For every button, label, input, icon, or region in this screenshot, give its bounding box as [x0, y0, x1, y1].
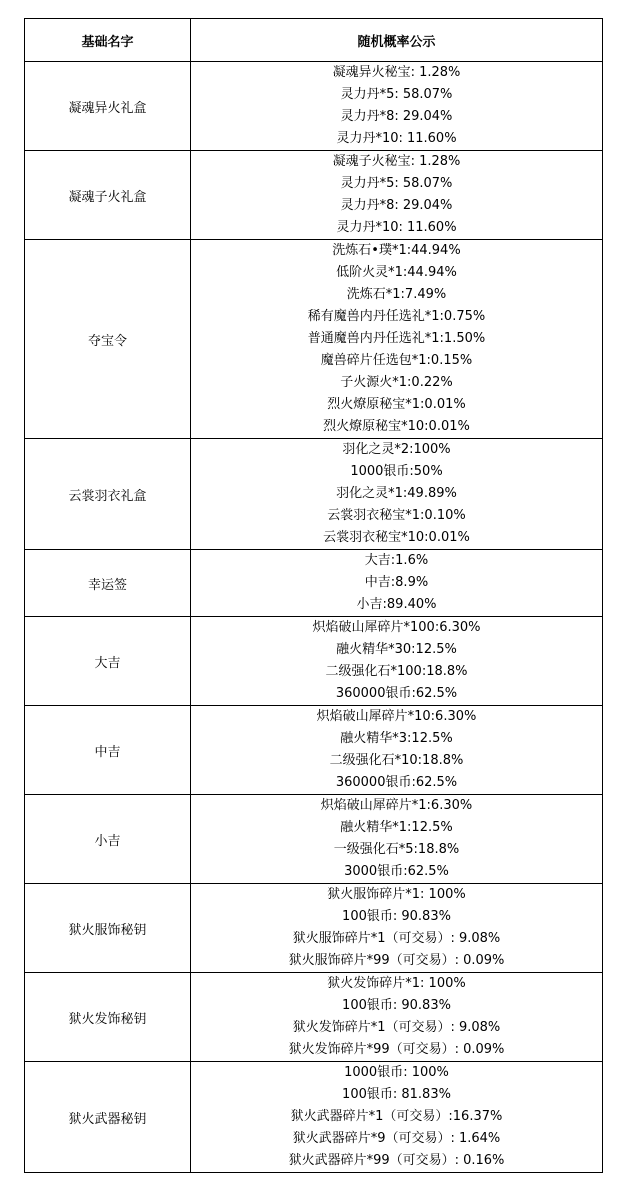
item-name-cell: 幸运签 [25, 550, 191, 617]
probability-line: 灵力丹*10: 11.60% [336, 220, 457, 235]
probability-cell [191, 884, 603, 973]
probability-line: 子火源火*1:0.22% [340, 375, 453, 390]
probability-line: 二级强化石*100:18.8% [325, 664, 468, 679]
table-header-row [25, 19, 603, 62]
probability-line: 1000银币: 100% [344, 1065, 449, 1080]
probability-line: 灵力丹*5: 58.07% [340, 176, 453, 191]
probability-line: 云裳羽衣秘宝*1:0.10% [327, 508, 466, 523]
probability-line: 狱火服饰碎片*1（可交易）: 9.08% [292, 931, 501, 946]
probability-line: 100银币: 90.83% [342, 998, 451, 1013]
probability-line: 炽焰破山犀碎片*100:6.30% [312, 620, 481, 635]
probability-line: 炽焰破山犀碎片*10:6.30% [316, 709, 477, 724]
probability-line: 360000银币:62.5% [335, 686, 458, 701]
probability-line: 中吉:8.9% [364, 575, 429, 590]
table-row [25, 151, 603, 240]
probability-line: 一级强化石*5:18.8% [333, 842, 460, 857]
item-name-cell: 云裳羽衣礼盒 [25, 439, 191, 550]
table-row [25, 1062, 603, 1173]
probability-line: 3000银币:62.5% [344, 864, 449, 879]
item-name-cell: 凝魂子火礼盒 [25, 151, 191, 240]
probability-line: 羽化之灵*2:100% [342, 442, 451, 457]
probability-cell [191, 439, 603, 550]
probability-cell [191, 550, 603, 617]
probability-line: 灵力丹*8: 29.04% [340, 109, 453, 124]
probability-line: 云裳羽衣秘宝*10:0.01% [323, 530, 470, 545]
header-name: 基础名字 [25, 19, 191, 62]
table-row [25, 550, 603, 617]
probability-line: 狱火武器碎片*1（可交易）:16.37% [290, 1109, 503, 1124]
table-row [25, 706, 603, 795]
probability-line: 360000银币:62.5% [335, 775, 458, 790]
table-body [25, 62, 603, 1173]
probability-line: 狱火发饰碎片*99（可交易）: 0.09% [288, 1042, 505, 1057]
probability-line: 炽焰破山犀碎片*1:6.30% [320, 798, 473, 813]
probability-line: 洗炼石*1:7.49% [346, 287, 447, 302]
item-name-cell: 小吉 [25, 795, 191, 884]
probability-line: 融火精华*3:12.5% [340, 731, 453, 746]
probability-line: 灵力丹*10: 11.60% [336, 131, 457, 146]
probability-line: 凝魂子火秘宝: 1.28% [332, 154, 461, 169]
probability-line: 100银币: 81.83% [342, 1087, 451, 1102]
table-row [25, 439, 603, 550]
item-name-cell: 中吉 [25, 706, 191, 795]
probability-cell [191, 151, 603, 240]
probability-table [24, 18, 603, 1173]
probability-line: 狱火武器碎片*99（可交易）: 0.16% [288, 1153, 505, 1168]
probability-cell [191, 973, 603, 1062]
probability-line: 普通魔兽内丹任选礼*1:1.50% [307, 331, 486, 346]
probability-line: 烈火燎原秘宝*1:0.01% [327, 397, 466, 412]
table-row [25, 617, 603, 706]
item-name-cell: 夺宝令 [25, 240, 191, 439]
table-row [25, 240, 603, 439]
probability-line: 魔兽碎片任选包*1:0.15% [320, 353, 473, 368]
probability-line: 狱火发饰碎片*1（可交易）: 9.08% [292, 1020, 501, 1035]
item-name-cell: 狱火武器秘钥 [25, 1062, 191, 1173]
item-name-cell: 狱火发饰秘钥 [25, 973, 191, 1062]
probability-line: 稀有魔兽内丹任选礼*1:0.75% [307, 309, 486, 324]
probability-cell [191, 240, 603, 439]
item-name-cell: 凝魂异火礼盒 [25, 62, 191, 151]
probability-line: 狱火发饰碎片*1: 100% [327, 976, 466, 991]
probability-cell [191, 706, 603, 795]
probability-line: 融火精华*1:12.5% [340, 820, 453, 835]
probability-line: 二级强化石*10:18.8% [329, 753, 464, 768]
table-row [25, 62, 603, 151]
table-row [25, 884, 603, 973]
probability-line: 烈火燎原秘宝*10:0.01% [323, 419, 470, 434]
probability-line: 1000银币:50% [350, 464, 443, 479]
probability-cell [191, 617, 603, 706]
table-row [25, 795, 603, 884]
probability-line: 灵力丹*5: 58.07% [340, 87, 453, 102]
probability-line: 狱火服饰碎片*1: 100% [327, 887, 466, 902]
probability-line: 大吉:1.6% [364, 553, 429, 568]
probability-line: 融火精华*30:12.5% [336, 642, 457, 657]
probability-line: 洗炼石•璞*1:44.94% [332, 243, 461, 258]
probability-line: 100银币: 90.83% [342, 909, 451, 924]
probability-cell [191, 795, 603, 884]
header-probability: 随机概率公示 [191, 19, 603, 62]
probability-line: 狱火服饰碎片*99（可交易）: 0.09% [288, 953, 505, 968]
probability-line: 凝魂异火秘宝: 1.28% [332, 65, 461, 80]
table-row [25, 973, 603, 1062]
probability-line: 羽化之灵*1:49.89% [336, 486, 457, 501]
probability-line: 小吉:89.40% [356, 597, 437, 612]
item-name-cell: 狱火服饰秘钥 [25, 884, 191, 973]
probability-cell [191, 1062, 603, 1173]
probability-line: 低阶火灵*1:44.94% [336, 265, 457, 280]
probability-line: 狱火武器碎片*9（可交易）: 1.64% [292, 1131, 501, 1146]
probability-line: 灵力丹*8: 29.04% [340, 198, 453, 213]
probability-cell [191, 62, 603, 151]
item-name-cell: 大吉 [25, 617, 191, 706]
